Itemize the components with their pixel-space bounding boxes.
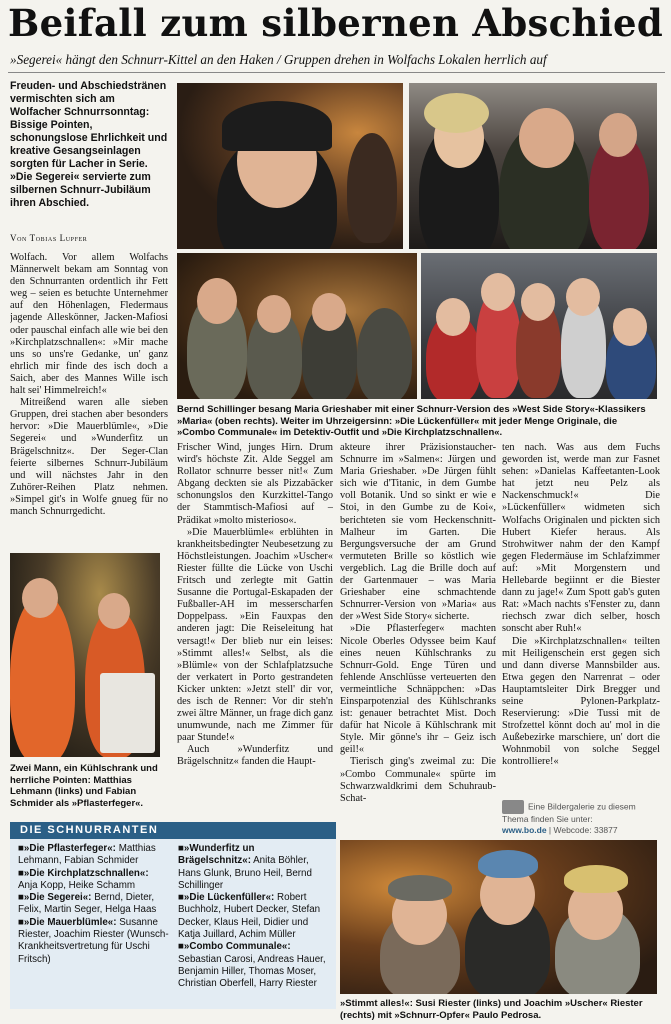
gallery-webcode: Webcode: 33877 <box>553 824 618 835</box>
list-item: ■»Die Mauerblümle«: Susanne Riester, Joachim Riester (Wunsch-Krankheitsvertretung für Uschi Fritsch) <box>18 916 169 965</box>
text-column-4 <box>502 442 660 794</box>
gallery-text: Eine Bildergalerie zu diesem Thema finden Sie unter: <box>502 801 636 824</box>
text-column-2 <box>177 442 333 816</box>
list-item: ■»Wunderfitz un Brägelschnitz«: Anita Böhler, Hans Glunk, Bruno Heil, Bernd Schillinger <box>178 843 312 891</box>
list-item: ■»Die Segerei«: Bernd, Dieter, Felix, Martin Seger, Helga Haas <box>18 892 157 916</box>
list-item: ■»Die Pflasterfeger«: Matthias Lehmann, Fabian Schmider <box>18 843 156 867</box>
photo-caption-left: Zwei Mann, ein Kühlschrank und herrliche Pointen: Matthias Lehmann (links) und Fabian Schmider als »Pflasterfeger«. <box>10 763 158 809</box>
camera-icon <box>502 800 524 814</box>
divider <box>8 72 665 73</box>
schnurranten-box <box>10 839 336 1009</box>
photo-kirchplatzschnallen <box>421 253 657 399</box>
photo-lueckenfueller <box>177 253 417 399</box>
paragraph: »Die Pflasterfeger« machten Nicole Oberles Odyssee beim Kauf eines neuen Kühlschranks zu Schnurr-Gold. Enge Türen und fehlende Anschlüsse verteuerten den vermeintliche Schnäppchen: »Das Einsparpotenzial des Kühlschranks ist: genauer betrachtet Mist. Doch dafür hat Nicole ä Kühlschrank mit Style. Mir gönne's ihr – Geiz isch geil!« <box>340 623 496 756</box>
paragraph: Tierisch ging's zweimal zu: Die »Combo Communale« spürte im Schwarzwaldkrimi dem Schuhraub-Schat- <box>340 756 496 804</box>
lead-paragraph: Freuden- und Abschiedstränen vermischten sich am Wolfacher Schnurrsonntag: Bissige Pointen, schonungslose Ehrlichkeit und kreative Gesangseinlagen sorgten für Lacher in Serie. »Die Segerei« servierte zum silbernen Schnurr-Jubiläum ihren Abschied. <box>10 80 168 209</box>
gallery-hint: Eine Bildergalerie zu diesem Thema finden Sie unter: www.bo.de | Webcode: 33877 <box>502 801 636 835</box>
byline: Von Tobias Lupfer <box>10 233 88 243</box>
photo-stimmt-alles <box>340 840 657 994</box>
paragraph: ten nach. Was aus dem Fuchs geworden ist, werde man zur Fasnet sehen: »Danielas Kaffeetanten-Look hat jetzt neu Pelz als Nackenschmuck!« Die »Lückenfüller« widmeten sich Wolfachs Originalen und pickten sich Hubert Kiefer heraus. Als Strohwitwer nahm der den Kampf gegen Fledermäuse im Schlafzimmer auf: »Mit Morgenstern und Hellebarde begiinnt er die Biester dann zu jage!« Zum Spott gab's guten Rat: »Mach nachts s'Fenster zu, dann riechsch zwar dich selber, hosch sonscht aber Ruh!« <box>502 442 660 635</box>
subheadline: »Segerei« hängt den Schnurr-Kittel an den Haken / Gruppen drehen in Wolfachs Lokalen herrlich auf <box>10 52 547 67</box>
paragraph: Frischer Wind, junges Hirn. Drum wird's höchste Zit. Alde Seggel am Rollator schnurre besser nit!« Zum Abgang deckten sie als Pizzabäcker schonungslos den Kurzkittel-Tango der Stammtisch-Mafiosi auf – Prädikat »molto misterioso«. <box>177 442 333 526</box>
text-column-3 <box>340 442 496 816</box>
list-item: ■»Die Lückenfüller«: Robert Buchholz, Hubert Decker, Stefan Decker, Klaus Heil, Didier und Katja Juillard, Achim Müller <box>178 892 321 941</box>
box-column-left <box>18 843 170 966</box>
list-item: ■»Combo Communale«: Sebastian Carosi, Andreas Hauer, Benjamin Hiller, Thomas Moser, Christian Oberfell, Harry Riester <box>178 941 326 990</box>
paragraph: akteure ihrer Präzisionstaucher-Schnurre im »Salmen«: Jürgen und Maria Grieshaber. »De Jürgen fühlt sich wie d'Titanic, in dem Gumbe voll Botanik. Und so sinkt er wie e Stoi, in den Gumbe zu de Koi«, berichteten sie vom Heckenschnitt-Malheur im Garten. Die Bergungsversuche der am Grund vermuteten Brille so köstlich wie vergeblich. Lag die Brille doch auf der Gartenmauer – was Maria Grieshaber eine schmachtende Schnurrer-Version von »Maria« aus der »West Side Story« sicherte. <box>340 442 496 623</box>
headline: Beifall zum silbernen Abschied <box>8 1 664 45</box>
photo-pflasterfeger <box>10 553 160 757</box>
list-item: ■»Die Kirchplatzschnallen«: Anja Kopp, Heike Schamm <box>18 867 149 891</box>
photo-caption-bottom: »Stimmt alles!«: Susi Riester (links) und Joachim »Uscher« Riester (rechts) mit »Schnurr-Opfer« Paulo Pedrosa. <box>340 998 643 1021</box>
paragraph: Die »Kirchplatzschnallen« teilten mit Heiligenschein erst gegen sich und dann diverse Mannsbilder aus. Etwa gegen den Narrenrat – oder Hauptamtsleiter Dirk Bregger und seine Pylonen-Parkplatz-Reservierung: »Die Tussi mit de Strofzettel könnt doch au' mol in die Außebezirke marschiere, un' dort die Wohnmobil von solche Seggel kontrolliere!« <box>502 635 660 768</box>
photo-wunderfitz <box>409 83 657 249</box>
paragraph: Wolfach. Vor allem Wolfachs Männerwelt bekam am Sonntag von den Schnurranten ordentlich ihr Fett weg – seien es betuchte Unternehmer auf den Höhenlagen, Fledermaus jagende Alleskönner, Jacken-Mafiosi oder pauschal einfach alle wie bei den »Kirchplatzschnallen«: »Mir mache uns so uns're Gedanke, un' ganz ehrlich mir finde des isch doch a Saich, aber des Mannes Wille isch halt sei' Himmelreich!« <box>10 252 168 397</box>
paragraph: Auch »Wunderfitz und Brägelschnitz« fanden die Haupt- <box>177 744 333 768</box>
paragraph: Mitreißend waren alle sieben Gruppen, drei stachen aber besonders hervor: »Die Mauerblümle«, »Die Segerei« und »Wunderfitz un Brägelschnitz«. Der Seger-Clan feierte silbernes Schnurr-Jubiläum und will nächstes Jahr in den Zuhörer-Reihen Platz nehmen. »Simpel git's in Wolfe gnueg für no manch Schnurrgedicht. <box>10 397 168 517</box>
paragraph: »Die Mauerblümle« erblühten in krankheitsbedingter Neubesetzung zu Höchstleistungen. Joachim »Uscher« Riester füllte die Lücke von Uschi Fritsch und zerlegte mit Gattin Susanne die Portugal-Eskapaden der Fußballer-AH im messerscharfen Doppelpass. »Ein Fauxpas den anderen jagt: Die Reiseleitung hat versagt!« Der blieb nur ein leises: »Stimmt alles!« Selbst, als die »Blümle« von der Schlafplatzsuche der verkatert in Porto gestrandeten Kicker unkten: »Jetzt stell' dir vor, des isch de Renner: Vor dir steh'n zwei ältre Männer, un frage dich ganz unumwunde, nach me Zimmer für paar Stunde!« <box>177 526 333 744</box>
box-column-right <box>178 843 330 991</box>
box-title: DIE SCHNURRANTEN <box>10 822 336 839</box>
photo-maria-grieshaber <box>177 83 403 249</box>
text-column-1 <box>10 252 168 542</box>
gallery-url[interactable]: www.bo.de <box>502 824 547 835</box>
photo-caption-main: Bernd Schillinger besang Maria Grieshaber mit einer Schnurr-Version des »West Side Story«-Klassikers »Maria« (oben rechts). Weiter im Uhrzeigersinn: »Die Lückenfüller« mit jeder Menge Originale, die »Combo Communale« im Detektiv-Outfit und »Die Kirchplatzschnallen«. <box>177 404 646 439</box>
